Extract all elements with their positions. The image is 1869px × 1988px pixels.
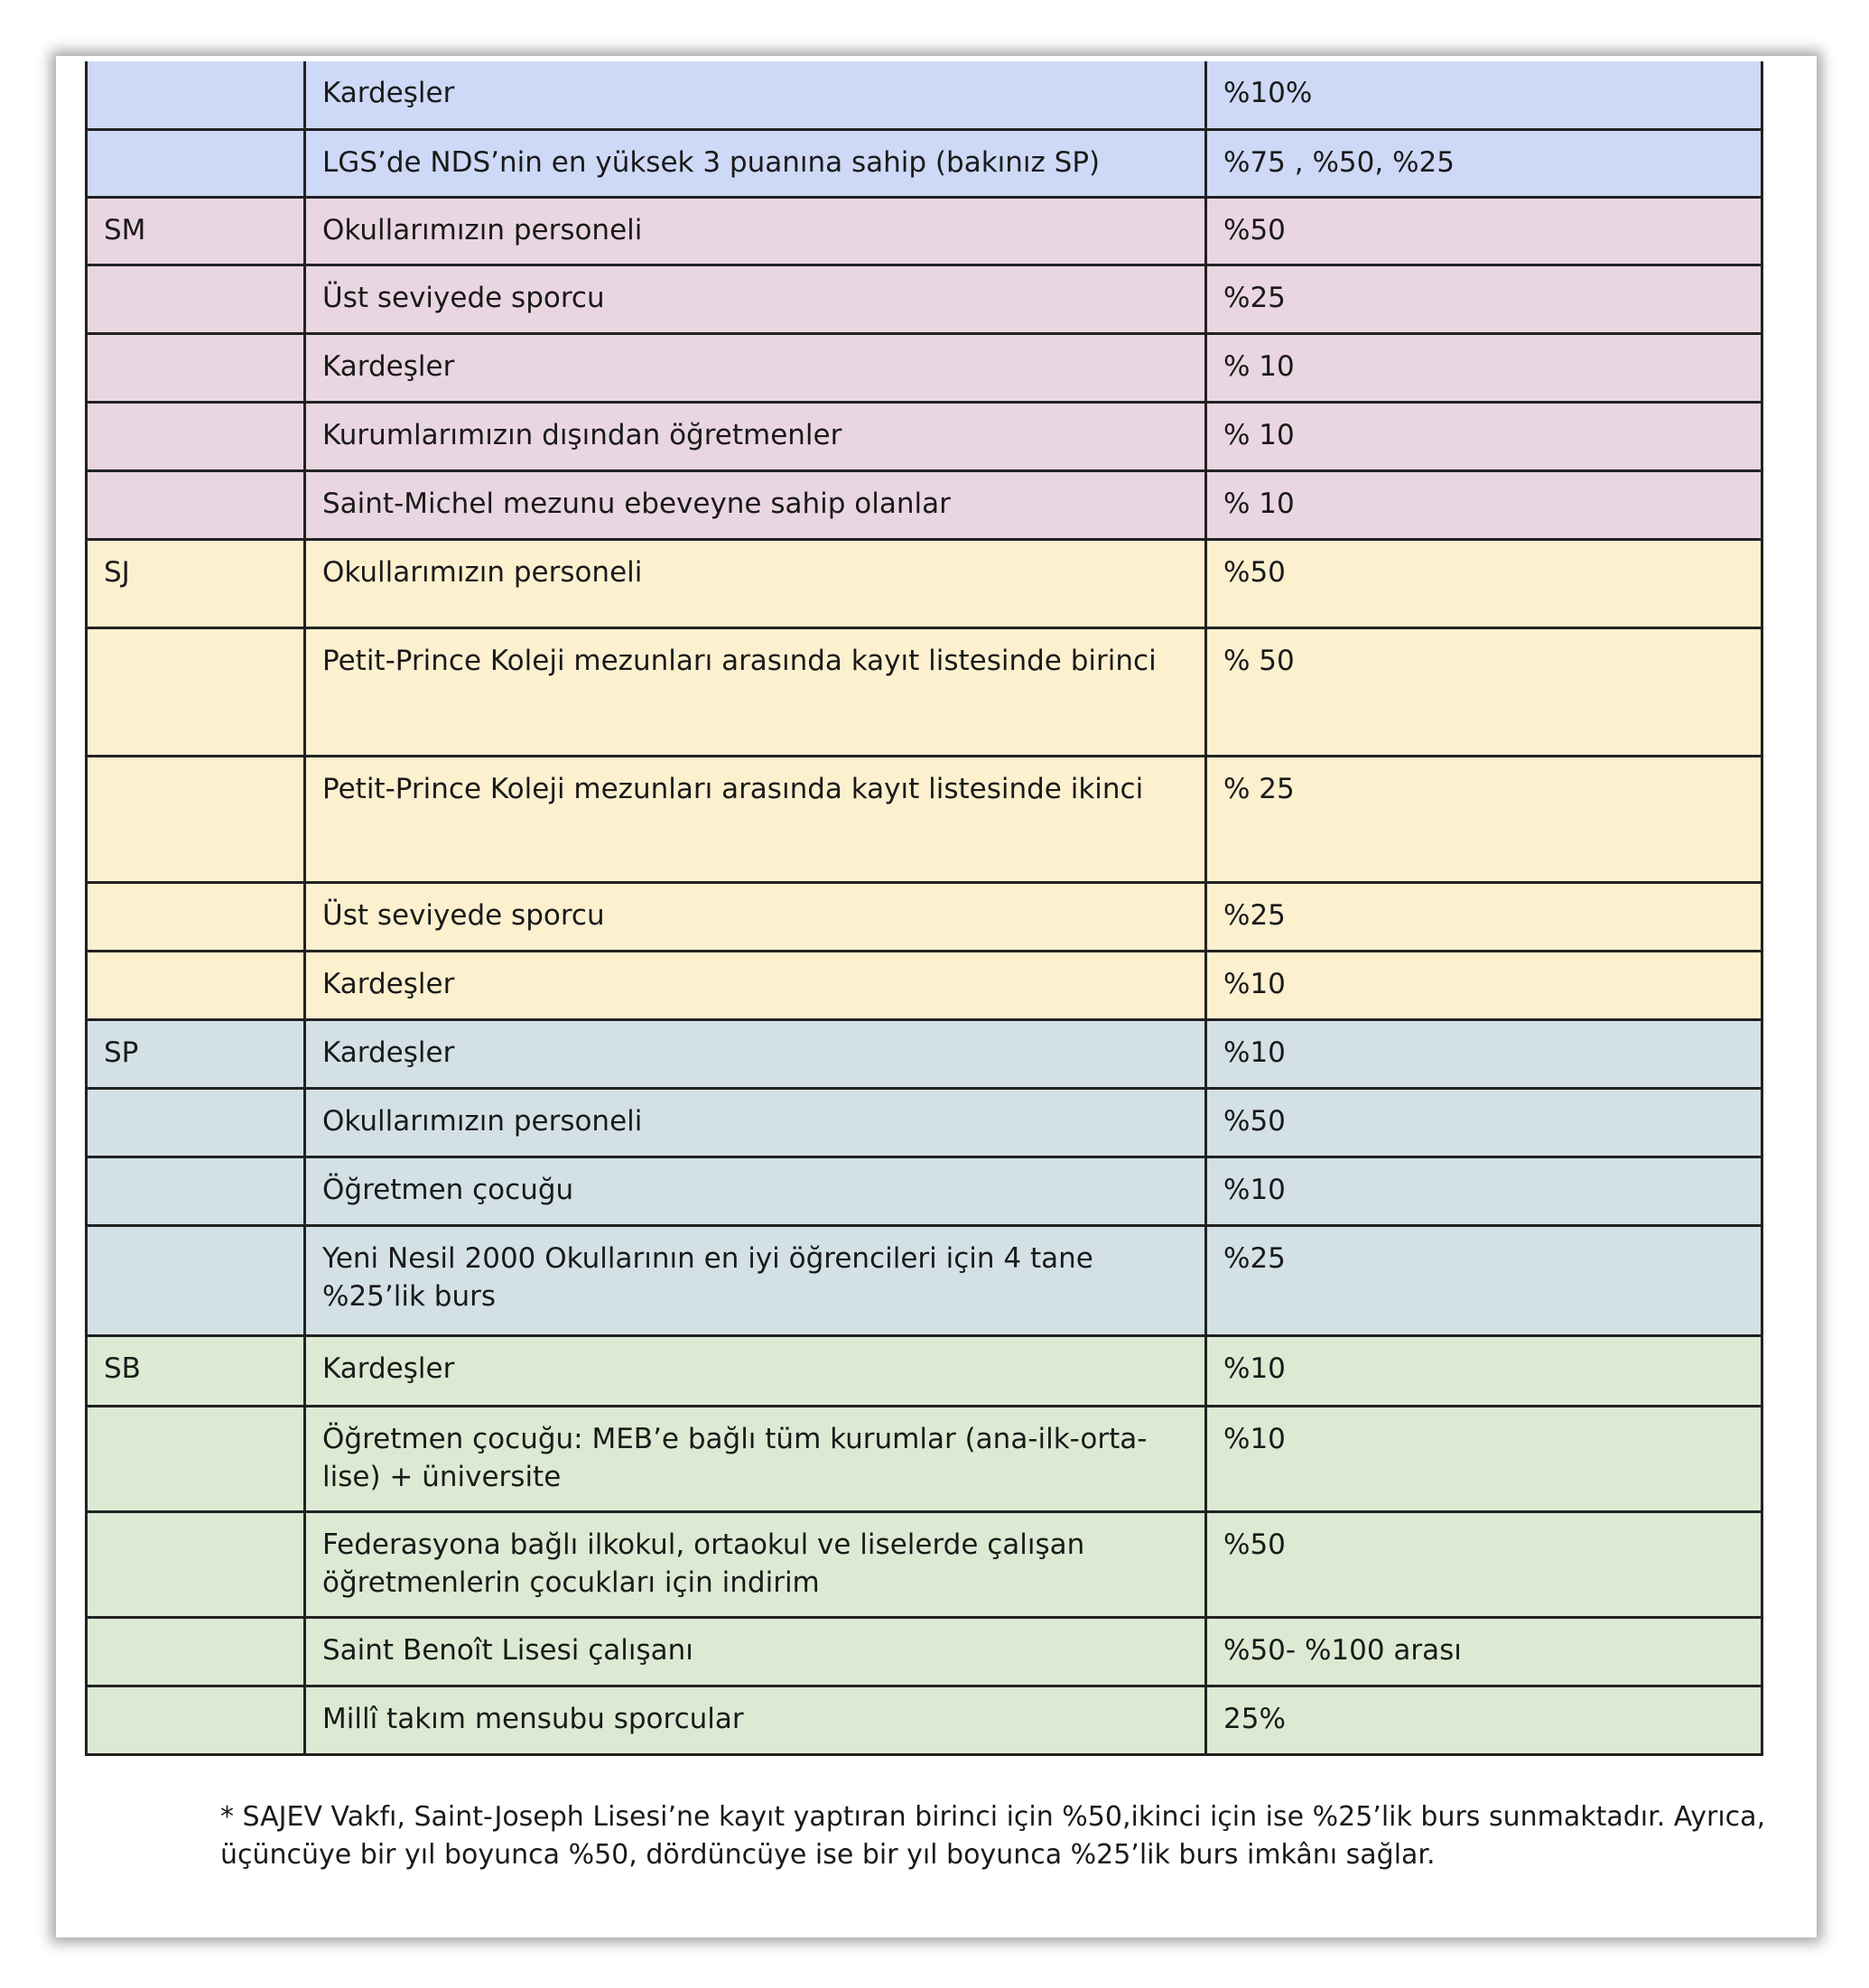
criterion-cell: Kurumlarımızın dışından öğretmenler [305,402,1206,470]
table-row [87,197,1762,265]
school-code-cell [87,756,305,882]
discount-rate-cell: %10 [1206,951,1762,1019]
criterion-cell: Üst seviyede sporcu [305,882,1206,951]
discount-rate-cell: % 10 [1206,402,1762,470]
criterion-cell: Yeni Nesil 2000 Okullarının en iyi öğrencileri için 4 tane %25’lik burs [305,1225,1206,1335]
criterion-cell: Okullarımızın personeli [305,197,1206,265]
criterion-cell: Petit-Prince Koleji mezunları arasında kayıt listesinde ikinci [305,756,1206,882]
discount-rate-cell: % 10 [1206,333,1762,402]
criterion-cell: LGS’de NDS’nin en yüksek 3 puanına sahip (bakınız SP) [305,129,1206,197]
school-code-cell [87,129,305,197]
table-row [87,402,1762,470]
discount-rate-cell: %25 [1206,1225,1762,1335]
school-code-cell: SJ [87,539,305,627]
school-code-cell [87,333,305,402]
table-row [87,627,1762,756]
table-row [87,1225,1762,1335]
table-row [87,129,1762,197]
school-code-cell [87,1088,305,1157]
table-row [87,1686,1762,1754]
discount-rate-cell: %75 , %50, %25 [1206,129,1762,197]
school-code-cell [87,61,305,129]
school-code-cell [87,1511,305,1617]
table-row [87,1335,1762,1406]
school-code-cell [87,1157,305,1225]
school-code-cell [87,265,305,333]
criterion-cell: Federasyona bağlı ilkokul, ortaokul ve liselerde çalışan öğretmenlerin çocukları için indirim [305,1511,1206,1617]
discount-rate-cell: %25 [1206,265,1762,333]
table-row [87,539,1762,627]
criterion-cell: Kardeşler [305,951,1206,1019]
scholarship-table [85,61,1763,1756]
school-code-cell [87,402,305,470]
criterion-cell: Okullarımızın personeli [305,539,1206,627]
table-row [87,1511,1762,1617]
school-code-cell: SB [87,1335,305,1406]
table-row [87,882,1762,951]
discount-rate-cell: 25% [1206,1686,1762,1754]
discount-rate-cell: %50 [1206,539,1762,627]
criterion-cell: Üst seviyede sporcu [305,265,1206,333]
criterion-cell: Saint-Michel mezunu ebeveyne sahip olanlar [305,470,1206,539]
discount-rate-cell: %10% [1206,61,1762,129]
discount-rate-cell: %10 [1206,1019,1762,1088]
school-code-cell [87,627,305,756]
criterion-cell: Öğretmen çocuğu: MEB’e bağlı tüm kurumlar (ana-ilk-orta-lise) + üniversite [305,1406,1206,1511]
school-code-cell [87,1225,305,1335]
table-row [87,333,1762,402]
table-row [87,1617,1762,1686]
criterion-cell: Saint Benoît Lisesi çalışanı [305,1617,1206,1686]
criterion-cell: Petit-Prince Koleji mezunları arasında kayıt listesinde birinci [305,627,1206,756]
school-code-cell [87,1406,305,1511]
criterion-cell: Öğretmen çocuğu [305,1157,1206,1225]
criterion-cell: Okullarımızın personeli [305,1088,1206,1157]
criterion-cell: Kardeşler [305,1019,1206,1088]
discount-rate-cell: %50 [1206,197,1762,265]
criterion-cell: Millî takım mensubu sporcular [305,1686,1206,1754]
table-row [87,951,1762,1019]
table-row [87,61,1762,129]
school-code-cell: SP [87,1019,305,1088]
discount-rate-cell: % 50 [1206,627,1762,756]
criterion-cell: Kardeşler [305,333,1206,402]
school-code-cell [87,470,305,539]
criterion-cell: Kardeşler [305,61,1206,129]
table-row [87,1157,1762,1225]
discount-rate-cell: %50 [1206,1088,1762,1157]
discount-rate-cell: %50- %100 arası [1206,1617,1762,1686]
discount-rate-cell: %10 [1206,1335,1762,1406]
discount-rate-cell: %25 [1206,882,1762,951]
footnote: * SAJEV Vakfı, Saint-Joseph Lisesi’ne kayıt yaptıran birinci için %50,ikinci için ise %25’lik burs sunmaktadır. Ayrıca, üçüncüye bir yıl boyunca %50, dördüncüye ise bir yıl boyunca %25’lik burs imkânı sağlar. [220,1801,1766,1871]
document-page [56,56,1817,1937]
table-row [87,265,1762,333]
school-code-cell [87,1686,305,1754]
discount-rate-cell: %10 [1206,1406,1762,1511]
school-code-cell: SM [87,197,305,265]
school-code-cell [87,882,305,951]
discount-rate-cell: %10 [1206,1157,1762,1225]
school-code-cell [87,951,305,1019]
table-row [87,470,1762,539]
discount-rate-cell: %50 [1206,1511,1762,1617]
table-row [87,1088,1762,1157]
discount-rate-cell: % 25 [1206,756,1762,882]
table-row [87,1406,1762,1511]
discount-rate-cell: % 10 [1206,470,1762,539]
table-row [87,756,1762,882]
table-row [87,1019,1762,1088]
criterion-cell: Kardeşler [305,1335,1206,1406]
school-code-cell [87,1617,305,1686]
